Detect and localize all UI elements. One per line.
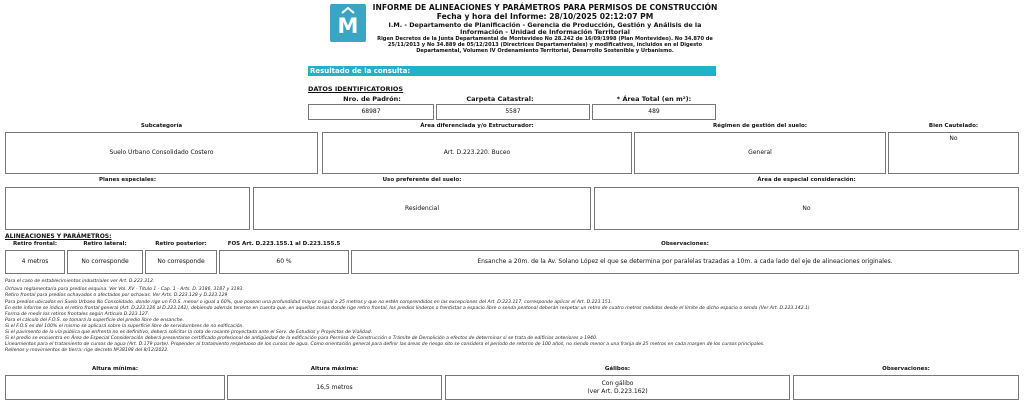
identificadores-title: DATOS IDENTIFICATORIOS: [308, 85, 404, 93]
fos-field: [219, 250, 349, 274]
bien-cautelado-field: [888, 132, 1019, 174]
altura-maxima-value: 16,5 metros: [316, 383, 353, 391]
fos-value: 60 %: [276, 258, 292, 266]
planes-field: [5, 187, 250, 230]
intendencia-logo: [330, 4, 366, 42]
report-header: [370, 4, 720, 54]
retiro-frontal-label: Retiro frontal:: [12, 241, 58, 247]
report-title: INFORME DE ALINEACIONES Y PARÁMETROS PARA PERMISOS DE CONSTRUCCIÓN: [372, 3, 718, 12]
retiro-lateral-field: [67, 250, 143, 274]
area-total-label: * Área Total (en m²):: [616, 95, 692, 103]
padron-value: 68987: [361, 108, 381, 116]
note-6: Forma de medir los retiros frontales según Artículo D.223.127.: [5, 312, 150, 317]
subcategoria-label: Subcategoría: [140, 123, 183, 129]
retiro-lateral-label: Retiro lateral:: [83, 241, 127, 247]
altura-maxima-field: [227, 375, 442, 400]
subcategoria-value: Suelo Urbano Consolidado Costero: [109, 149, 214, 157]
carpeta-value: 5587: [505, 108, 521, 116]
subcategoria-field: [5, 132, 318, 174]
planes-label: Planes especiales:: [98, 177, 157, 183]
padron-field: [308, 104, 434, 120]
galibos-label: Gálibos:: [604, 366, 631, 372]
note-2: Ochava reglamentaria para predios esquina. Ver Vol. XV - Título 1 - Cap. 1 - Arts. D. 3186, 3187 y 3193.: [5, 287, 244, 292]
note-11: Lineamientos para el tratamiento de cursos de agua (Art. D.179 parte). Propender al tratamiento respetuoso de los cursos de agua. Como orientación general para definir las áreas de riesgo sito se considera el período de retorno de 100 años, no siendo menor a una franja de 25 metros en cada margen de los cursos principales.: [5, 342, 765, 347]
uso-preferente-value: Residencial: [405, 204, 439, 212]
note-10: Si el predio se encuentra en Área de Especial Consideración deberá presentarse certificado profesional de antigüedad de la edificación para Permiso de Construcción o Trámite de Demolición a efectos de determinar si se trata de edificios anteriores a 1940.: [5, 336, 598, 341]
area-diferenciada-value: Art. D.223.220. Buceo: [443, 149, 511, 157]
dept-line-2: Información - Unidad de Información Territorial: [460, 28, 630, 37]
galibos-value-1: Con gálibo: [601, 380, 634, 388]
result-bar-label: Resultado de la consulta:: [310, 67, 411, 75]
report-datetime: Fecha y hora del Informe: 28/10/2025 02:12:07 PM: [436, 11, 654, 21]
retiro-frontal-value: 4 metros: [21, 258, 49, 266]
altura-maxima-label: Altura máxima:: [310, 366, 359, 372]
galibos-field: [445, 375, 790, 400]
note-8: Si el F.O.S es del 100% el mismo se aplicará sobre la superficie libre de servidumbres de no edificación.: [5, 324, 244, 329]
area-total-value: 489: [648, 108, 660, 116]
retiro-posterior-value: No corresponde: [157, 258, 205, 266]
especial-consideracion-label: Área de especial consideración:: [757, 177, 856, 183]
regimen-field: [634, 132, 886, 174]
note-4: Para predios ubicados en Suelo Urbano No Consolidado, donde rige un F.O.S. menor o igual a 60%, que posean una profundidad mayor o igual a 25 metros y que no estén comprendidos en las excepciones del Art. D.223.117, corresponde aplicar el Art. D.223.151.: [5, 300, 613, 305]
area-diferenciada-label: Área diferenciada y/o Estructurador:: [420, 123, 534, 129]
fos-label: FOS Art. D.223.155.1 al D.223.155.5: [227, 241, 341, 247]
especial-consideracion-value: No: [802, 204, 811, 212]
area-diferenciada-field: [322, 132, 632, 174]
retiro-posterior-field: [145, 250, 217, 274]
alturas-observaciones-label: Observaciones:: [882, 366, 930, 372]
uso-preferente-label: Uso preferente del suelo:: [382, 177, 462, 183]
altura-minima-label: Altura mínima:: [91, 366, 139, 372]
note-3: Retiro frontal para predios ochavados o afectados por ochavas. Ver Arts. D.223.128 y D.223.129: [5, 293, 228, 298]
note-1: Para el caso de establecimientos industriales ver Art. D.223.312.: [5, 279, 155, 284]
uso-preferente-field: [253, 187, 591, 230]
especial-consideracion-field: [594, 187, 1019, 230]
dept-line-1: I.M. - Departamento de Planificación - Gerencia de Producción, Gestión y Análisis de la: [388, 21, 702, 29]
legal-line-3: Departamental, Volumen IV Ordenamiento Territorial, Desarrollo Sostenible y Urbanismo.: [416, 47, 674, 54]
observaciones-label: Observaciones:: [661, 241, 709, 247]
carpeta-label: Carpeta Catastral:: [466, 95, 534, 103]
galibos-value-2: (ver Art. D.223.162): [587, 387, 648, 395]
altura-minima-field: [5, 375, 225, 400]
alturas-observaciones-field: [793, 375, 1019, 400]
logo-letter: M: [337, 14, 359, 38]
observaciones-field: [351, 250, 1019, 274]
retiro-lateral-value: No corresponde: [81, 258, 129, 266]
bien-cautelado-value: No: [949, 135, 958, 142]
carpeta-field: [436, 104, 590, 120]
legal-line-1: Rigen Decretos de la Junta Departamental de Montevideo No 28.242 de 16/09/1998 (Plan Montevideo). No 34.870 de: [377, 36, 713, 43]
result-bar: [308, 66, 716, 76]
observaciones-value: Ensanche a 20m. de la Av. Solano López el que se determina por paralelas trazadas a 10m. a cada lado del eje de alineaciones originales.: [477, 258, 893, 266]
padron-label: Nro. de Padrón:: [343, 95, 401, 103]
alineaciones-title: ALINEACIONES Y PARÁMETROS:: [5, 233, 112, 240]
note-9: Si el pavimento de la vía pública que enfrenta no es definitivo, deberá solicitar la cota de rasante proyectada ante el Serv. de Estudios y Proyectos de Vialidad.: [5, 330, 373, 335]
bien-cautelado-label: Bien Cautelado:: [928, 123, 979, 129]
retiro-posterior-label: Retiro posterior:: [155, 241, 207, 247]
chevron-up-icon: [340, 6, 356, 14]
regimen-value: General: [748, 149, 772, 157]
retiro-frontal-field: [5, 250, 65, 274]
legal-line-2: 25/11/2013 y No 34.889 de 05/12/2013 (Directrices Departamentales) y modificativos, incluidos en el Digesto: [387, 42, 703, 49]
regimen-label: Régimen de gestión del suelo:: [713, 123, 807, 129]
area-total-field: [592, 104, 716, 120]
note-12: Rellenos y movimientos de tierra: rige decreto Nº38198 del 8/12/2022.: [5, 348, 169, 353]
note-7: Para el cálculo del F.O.S. se tomará la superficie del predio libre de ensanche.: [5, 318, 184, 323]
note-5: En este informe se indica el retiro frontal general (Art. D.223.126 al D.223.142), debiendo además tenerse en cuenta que, en aquellas zonas donde rige retiro frontal, los predios linderos o frentistas a espacio libre o senda peatonal deberán respetar un retiro de cuatro metros medidos desde el límite de dicho espacio o senda (Ver Art. D.223.142.1): [5, 306, 810, 311]
